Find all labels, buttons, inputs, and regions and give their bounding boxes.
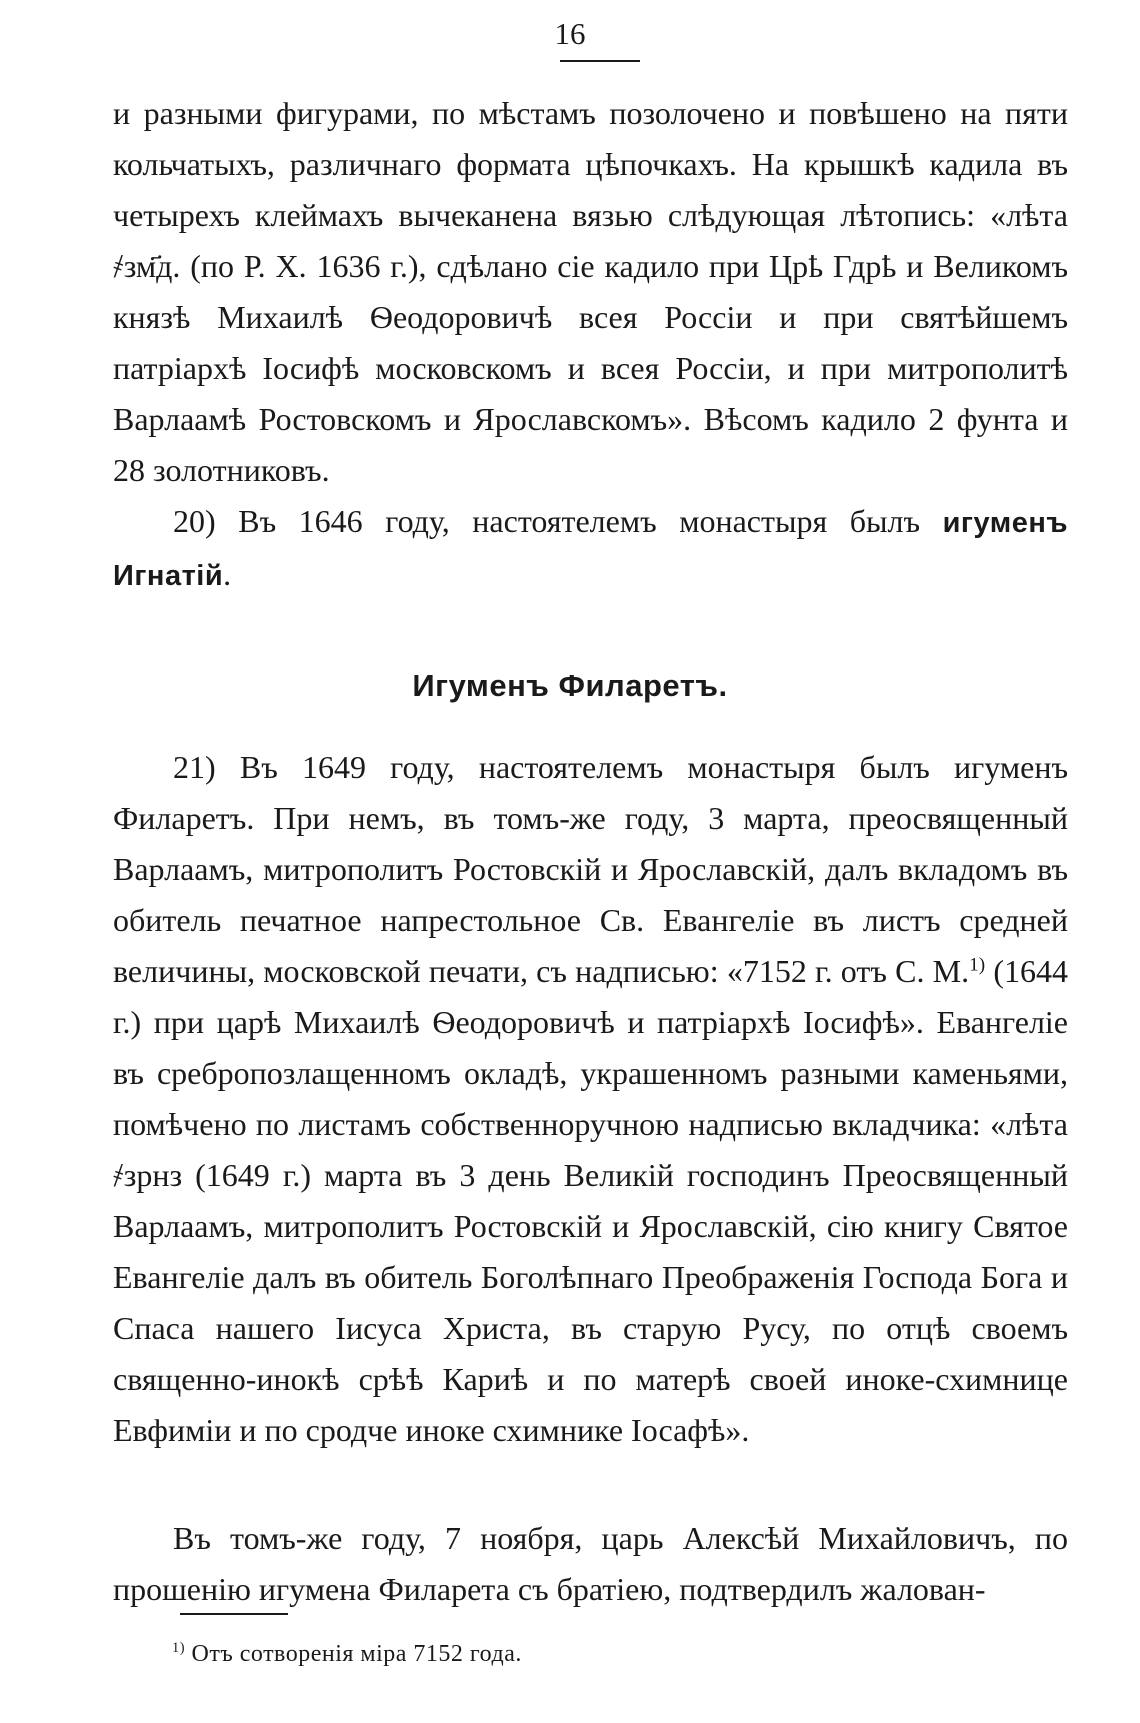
paragraph-item-20 bbox=[113, 496, 1068, 602]
footnote-reference: 1) bbox=[969, 954, 986, 976]
section-heading: Игуменъ Филаретъ. bbox=[412, 668, 728, 703]
page-number: 16 bbox=[554, 16, 586, 51]
paragraph-charter: Въ томъ-же году, 7 ноября, царь Алексѣй Михайловичъ, по прошенію игумена Филарета съ братіею, подтвердилъ жалован- bbox=[113, 1520, 1068, 1607]
item-21-text-part1: 21) Въ 1649 году, настоятелемъ монастыря былъ игуменъ Филаретъ. При немъ, въ томъ-же году, 3 марта, преосвященный Варлаамъ, митрополитъ Ростовскій и Ярославскій, далъ вкладомъ въ обитель печатное напрестольное Св. Евангеліе въ листъ средней величины, московской печати, съ надписью: «7152 г. отъ С. М. bbox=[113, 749, 1068, 989]
paragraph-item-21 bbox=[113, 742, 1068, 1456]
page-number-underline bbox=[560, 60, 640, 62]
footnote-marker: 1) bbox=[172, 1640, 185, 1656]
paragraph-censer-inscription: и разными фигурами, по мѣстамъ позолочено и повѣшено на пяти кольчатыхъ, различнаго формата цѣпочкахъ. На крышкѣ кадила въ четырехъ клеймахъ вычеканена вязью слѣдующая лѣтопись: «лѣта ҂зм҃д. (по Р. Х. 1636 г.), сдѣлано сіе кадило при Црҍ Гдрҍ и Великомъ князѣ Михаилѣ Ѳеодоровичѣ всея Россіи и при святѣйшемъ патріархѣ Іосифѣ московскомъ и всея Россіи, и при митрополитѣ Варлаамѣ Ростовскомъ и Ярославскомъ». Вѣсомъ кадило 2 фунта и 28 золотниковъ. bbox=[113, 95, 1068, 488]
item-20-end: . bbox=[223, 556, 232, 592]
item-20-text: 20) Въ 1646 году, настоятелемъ монастыря былъ bbox=[173, 503, 921, 539]
item-21-text-part2: (1644 г.) при царѣ Михаилѣ Ѳеодоровичѣ и патріархѣ Іосифѣ». Евангеліе въ сребропозлащенномъ окладѣ, украшенномъ разными каменьями, помѣчено по листамъ собственноручною надписью вкладчика: «лѣта ҂зрнз (1649 г.) марта въ 3 день Великій господинъ Преосвященный Варлаамъ, митрополитъ Ростовскій и Ярославскій, сію книгу Святое Евангеліе далъ въ обитель Боголѣпнаго Преображенія Господа Бога и Спаса нашего Іисуса Христа, въ старую Русу, по отцѣ своемъ священно-инокѣ срѣѣ Кариѣ и по матерѣ своей иноке-схимнице Евфиміи и по сродче иноке схимнике Іосафѣ». bbox=[113, 953, 1069, 1448]
footnote bbox=[172, 1638, 522, 1670]
item-20-abbot-name: игуменъ Игнатій bbox=[113, 507, 1068, 592]
footnote-text: Отъ сотворенія міра 7152 года. bbox=[185, 1641, 522, 1667]
footnote-separator bbox=[180, 1613, 288, 1615]
